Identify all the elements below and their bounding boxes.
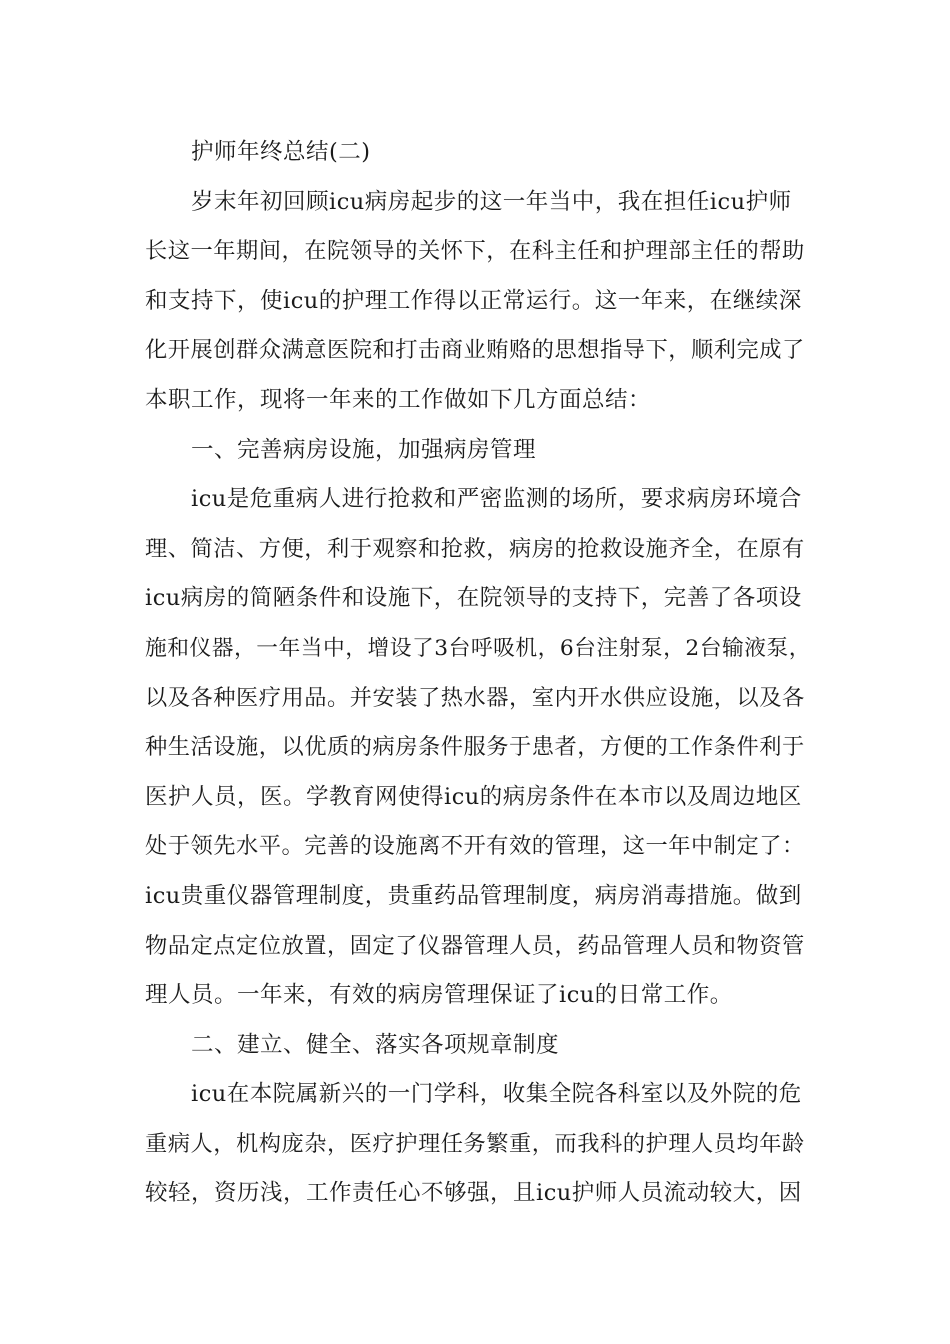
paragraph-line: icu贵重仪器管理制度，贵重药品管理制度，病房消毒措施。做到 — [145, 882, 802, 909]
paragraph-line: 物品定点定位放置，固定了仪器管理人员，药品管理人员和物资管 — [145, 932, 805, 959]
paragraph-line: 化开展创群众满意医院和打击商业贿赂的思想指导下，顺利完成了 — [145, 337, 805, 364]
paragraph-line: 种生活设施，以优质的病房条件服务于患者，方便的工作条件利于 — [145, 734, 805, 761]
section-heading: 一、完善病房设施，加强病房管理 — [191, 436, 537, 463]
paragraph-line: 处于领先水平。完善的设施离不开有效的管理，这一年中制定了： — [145, 833, 805, 860]
paragraph-line: 医护人员，医。学教育网使得icu的病房条件在本市以及周边地区 — [145, 783, 802, 810]
paragraph-line: 长这一年期间，在院领导的关怀下，在科主任和护理部主任的帮助 — [145, 238, 805, 265]
paragraph-line: 施和仪器，一年当中，增设了3台呼吸机，6台注射泵，2台输液泵， — [145, 635, 812, 661]
section-heading: 二、建立、健全、落实各项规章制度 — [191, 1031, 560, 1058]
paragraph-line: icu在本院属新兴的一门学科，收集全院各科室以及外院的危 — [191, 1081, 802, 1108]
paragraph-line: 较轻，资历浅，工作责任心不够强，且icu护师人员流动较大，因 — [145, 1180, 802, 1207]
paragraph-line: 本职工作，现将一年来的工作做如下几方面总结： — [145, 386, 652, 413]
paragraph-line: icu病房的简陋条件和设施下，在院领导的支持下，完善了各项设 — [145, 585, 802, 612]
paragraph-line: 以及各种医疗用品。并安装了热水器，室内开水供应设施，以及各 — [145, 684, 805, 711]
document-title: 护师年终总结(二) — [191, 139, 371, 165]
document-page — [145, 128, 810, 1219]
paragraph-line: 和支持下，使icu的护理工作得以正常运行。这一年来，在继续深 — [145, 287, 802, 314]
paragraph-line: 岁末年初回顾icu病房起步的这一年当中，我在担任icu护师 — [191, 188, 792, 215]
paragraph-line: icu是危重病人进行抢救和严密监测的场所，要求病房环境合 — [191, 486, 802, 513]
paragraph-line: 理、简洁、方便，利于观察和抢救，病房的抢救设施齐全，在原有 — [145, 535, 805, 562]
paragraph-line: 理人员。一年来，有效的病房管理保证了icu的日常工作。 — [145, 982, 733, 1009]
paragraph-line: 重病人，机构庞杂，医疗护理任务繁重，而我科的护理人员均年龄 — [145, 1130, 805, 1157]
